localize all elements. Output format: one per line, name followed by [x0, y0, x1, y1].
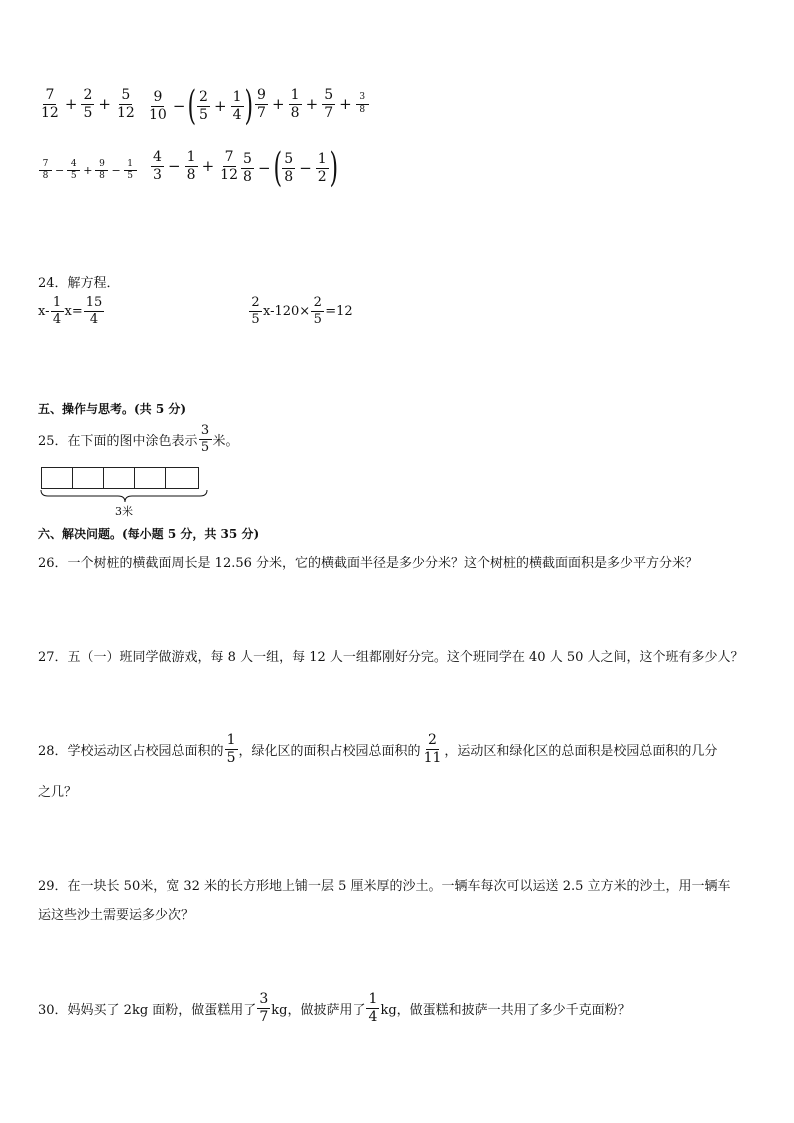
numerator: 5 [322, 88, 335, 105]
numerator: 2 [426, 733, 439, 750]
denominator: 5 [200, 439, 210, 455]
calc-expression [146, 83, 253, 129]
question-27: 27．五（一）班同学做游戏，每 8 人一组，每 12 人一组都刚好分完。这个班同学在 40 人 50 人之间，这个班有多少人？ [38, 650, 744, 665]
operator: + [98, 95, 111, 114]
denominator: 4 [368, 1008, 378, 1025]
fraction [249, 296, 262, 326]
operator: − [168, 157, 181, 176]
denominator: 12 [116, 104, 135, 121]
numerator: 3 [356, 93, 369, 104]
numerator: 1 [51, 296, 64, 312]
fraction [95, 160, 108, 182]
denominator: 5 [251, 311, 260, 327]
question-text: ，绿化区的面积占校园总面积的 [238, 743, 421, 759]
question-text: kg，做披萨用了 [271, 1002, 366, 1018]
section-6-title: 六、解决问题。(每小题 5 分，共 35 分) [38, 527, 260, 541]
question-text: 米。 [212, 433, 239, 449]
numerator: 1 [289, 88, 302, 105]
equation-text: =12 [325, 303, 353, 319]
question-30 [38, 992, 631, 1024]
operator: + [201, 157, 215, 176]
fraction [151, 150, 164, 182]
operator: − [258, 159, 271, 177]
fraction [84, 296, 105, 326]
denominator: 2 [317, 168, 327, 185]
operator: − [111, 164, 121, 178]
numerator: 3 [199, 424, 212, 440]
diagram-cell[interactable] [41, 467, 73, 489]
calc-expression [150, 150, 241, 182]
operator: − [55, 164, 65, 178]
numerator: 1 [185, 150, 198, 167]
fraction [289, 88, 302, 120]
denominator: 8 [42, 171, 49, 182]
numerator: 4 [151, 150, 164, 167]
coloring-diagram [41, 467, 198, 489]
denominator: 12 [220, 166, 238, 183]
fraction [225, 733, 238, 765]
denominator: 8 [99, 171, 105, 182]
numerator: 2 [311, 296, 324, 312]
denominator: 7 [259, 1008, 269, 1025]
left-paren: ( [273, 145, 282, 191]
equation-text: x- [38, 303, 50, 319]
denominator: 5 [127, 171, 134, 182]
numerator: 1 [366, 992, 379, 1009]
fraction [51, 296, 64, 326]
operator: + [214, 97, 227, 115]
numerator: 5 [119, 88, 132, 105]
numerator: 4 [67, 160, 80, 171]
question-29-line-2: 运这些沙土需要运多少次？ [38, 908, 195, 923]
fraction [124, 160, 137, 182]
question-text: 25．在下面的图中涂色表示 [38, 433, 198, 449]
denominator: 8 [186, 166, 196, 183]
calc-expression [240, 145, 338, 191]
numerator: 7 [43, 88, 56, 105]
operator: − [172, 97, 186, 115]
question-text: kg，做蛋糕和披萨一共用了多少千克面粉？ [380, 1002, 631, 1018]
denominator: 5 [83, 104, 93, 121]
question-text: ，运动区和绿化区的总面积是校园总面积的几分 [444, 743, 718, 759]
right-paren: ) [329, 145, 338, 191]
fraction [67, 160, 80, 182]
fraction [199, 424, 212, 454]
denominator: 5 [226, 749, 236, 766]
numerator: 2 [249, 296, 262, 312]
numerator: 15 [85, 295, 103, 310]
calc-expression [38, 88, 138, 120]
denominator: 8 [359, 104, 366, 115]
fraction [282, 152, 295, 184]
question-28-line-2: 之几？ [38, 785, 78, 800]
denominator: 8 [290, 104, 300, 121]
denominator: 8 [243, 168, 252, 185]
denominator: 4 [52, 311, 62, 327]
calc-expression [38, 160, 138, 182]
numerator: 5 [282, 152, 295, 169]
question-text: 30．妈妈买了 2kg 面粉，做蛋糕用了 [38, 1002, 257, 1018]
fraction [255, 88, 268, 120]
denominator: 8 [284, 168, 294, 185]
numerator: 2 [81, 88, 94, 105]
equation-2 [248, 296, 353, 326]
fraction [39, 160, 52, 182]
question-28 [38, 733, 717, 765]
equation-text: x-120× [263, 303, 311, 319]
numerator: 3 [257, 992, 270, 1009]
numerator: 5 [241, 152, 254, 169]
fraction [322, 88, 335, 120]
question-25 [38, 424, 239, 454]
denominator: 10 [149, 106, 167, 123]
fraction [115, 88, 137, 120]
denominator: 5 [199, 106, 208, 123]
diagram-cell[interactable] [103, 467, 135, 489]
question-29-line-1: 29．在一块长 50米，宽 32 米的长方形地上铺一层 5 厘米厚的沙土。一辆车每次可以运送 2.5 立方米的沙土，用一辆车 [38, 879, 731, 894]
fraction [197, 90, 210, 122]
question-text: 28．学校运动区占校园总面积的 [38, 743, 224, 759]
fraction [356, 93, 369, 115]
operator: + [83, 164, 93, 178]
calc-expression [254, 88, 370, 120]
question-26: 26．一个树桩的横截面周长是 12.56 分米，它的横截面半径是多少分米？这个树桩的横截面面积是多少平方分米？ [38, 556, 699, 571]
fraction [218, 150, 240, 182]
fraction [185, 150, 198, 182]
fraction [231, 90, 244, 122]
numerator: 7 [39, 160, 52, 171]
numerator: 7 [223, 150, 236, 167]
denominator: 4 [89, 311, 99, 327]
section-5-title: 五、操作与思考。(共 5 分) [38, 402, 187, 416]
fraction [257, 992, 270, 1024]
right-paren: ) [244, 83, 253, 129]
denominator: 7 [324, 104, 334, 121]
denominator: 5 [70, 171, 77, 182]
denominator: 5 [313, 311, 322, 327]
fraction [422, 733, 444, 765]
operator: + [272, 95, 285, 114]
denominator: 11 [423, 749, 442, 766]
left-paren: ( [187, 83, 197, 129]
operator: + [339, 95, 352, 114]
denominator: 4 [232, 106, 242, 123]
equation-1 [38, 296, 105, 326]
fraction [366, 992, 379, 1024]
diagram-cell[interactable] [165, 467, 199, 489]
numerator: 1 [124, 160, 137, 171]
numerator: 1 [231, 90, 244, 107]
operator: − [299, 159, 312, 177]
numerator: 2 [197, 90, 210, 107]
fraction [316, 152, 329, 184]
numerator: 9 [151, 90, 164, 107]
denominator: 12 [41, 104, 59, 121]
fraction [311, 296, 324, 326]
question-24-label: 24．解方程． [38, 276, 120, 291]
operator: + [64, 95, 78, 114]
numerator: 9 [95, 160, 108, 171]
fraction [81, 88, 94, 120]
numerator: 1 [316, 152, 329, 169]
diagram-cell[interactable] [72, 467, 104, 489]
fraction [241, 152, 254, 184]
numerator: 1 [225, 733, 238, 750]
operator: + [305, 95, 319, 114]
brace-label: 3米 [115, 505, 133, 518]
numerator: 9 [255, 88, 268, 105]
fraction [39, 88, 61, 120]
fraction [147, 90, 169, 122]
diagram-cell[interactable] [134, 467, 166, 489]
equation-text: x= [64, 303, 83, 319]
denominator: 7 [257, 104, 266, 121]
denominator: 3 [153, 166, 162, 183]
